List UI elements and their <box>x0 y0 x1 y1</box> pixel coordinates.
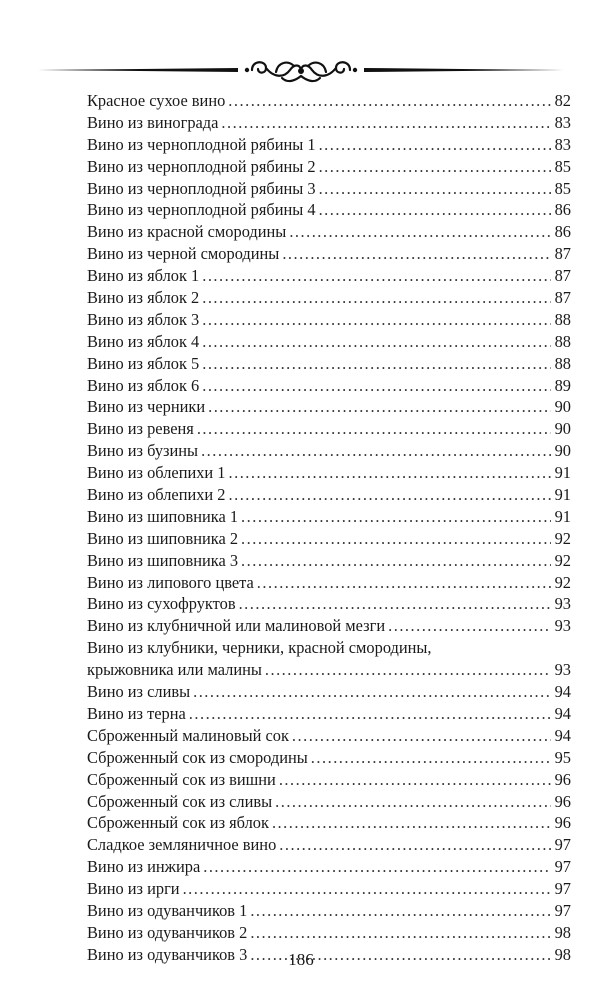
toc-entry-title: Вино из шиповника 1 <box>87 506 239 526</box>
dot-leader <box>241 506 551 528</box>
toc-entry-page: 92 <box>554 572 571 592</box>
toc-entry <box>87 418 571 440</box>
dot-leader <box>189 703 551 725</box>
toc-entry-page: 87 <box>554 266 571 286</box>
toc-entry-title: Вино из черноплодной рябины 4 <box>87 200 316 220</box>
toc-entry-page: 97 <box>554 900 571 920</box>
toc-entry <box>87 637 571 659</box>
toc-entry-page: 94 <box>554 703 571 723</box>
dot-leader <box>319 199 551 221</box>
toc-entry <box>87 747 571 769</box>
toc-entry-title: крыжовника или малины <box>87 660 262 680</box>
toc-entry-page: 87 <box>554 288 571 308</box>
toc-entry-title: Вино из сухофруктов <box>87 594 236 614</box>
dot-leader <box>202 375 551 397</box>
toc-entry <box>87 856 571 878</box>
dot-leader <box>289 221 551 243</box>
dot-leader <box>202 331 551 353</box>
toc-entry <box>87 593 571 615</box>
toc-entry <box>87 178 571 200</box>
table-of-contents <box>87 90 571 966</box>
toc-entry <box>87 769 571 791</box>
dot-leader <box>197 418 551 440</box>
dot-leader <box>311 747 551 769</box>
dot-leader <box>229 484 552 506</box>
toc-entry-title: Вино из клубники, черники, красной смородины, <box>87 638 432 658</box>
toc-entry-title: Вино из винограда <box>87 112 219 132</box>
toc-entry-title: Вино из облепихи 2 <box>87 485 226 505</box>
toc-entry <box>87 331 571 353</box>
toc-entry-title: Вино из черники <box>87 397 206 417</box>
toc-entry-title: Вино из бузины <box>87 441 199 461</box>
toc-entry-title: Вино из ревеня <box>87 419 194 439</box>
toc-entry <box>87 572 571 594</box>
toc-entry-page: 85 <box>554 178 571 198</box>
toc-entry-page: 97 <box>554 879 571 899</box>
toc-entry-title: Сброженный малиновый сок <box>87 725 289 745</box>
toc-entry-title: Вино из яблок 5 <box>87 353 200 373</box>
toc-entry-page: 91 <box>554 463 571 483</box>
toc-entry-title: Вино из черноплодной рябины 2 <box>87 156 316 176</box>
toc-entry-page: 90 <box>554 441 571 461</box>
dot-leader <box>388 615 551 637</box>
page-number: 186 <box>288 950 314 969</box>
dot-leader <box>319 156 551 178</box>
toc-entry-title: Сброженный сок из сливы <box>87 791 273 811</box>
toc-entry <box>87 900 571 922</box>
toc-entry <box>87 659 571 681</box>
toc-entry-page: 91 <box>554 485 571 505</box>
dot-leader <box>250 900 551 922</box>
toc-entry <box>87 440 571 462</box>
toc-entry <box>87 506 571 528</box>
toc-entry-title: Вино из черноплодной рябины 3 <box>87 178 316 198</box>
toc-entry-page: 87 <box>554 244 571 264</box>
toc-entry <box>87 265 571 287</box>
toc-entry-page: 88 <box>554 309 571 329</box>
dot-leader <box>319 178 551 200</box>
dot-leader <box>319 134 551 156</box>
toc-entry-page: 82 <box>554 91 571 110</box>
toc-entry-title: Вино из шиповника 3 <box>87 550 239 570</box>
dot-leader <box>183 878 551 900</box>
dot-leader <box>272 812 551 834</box>
toc-entry-page: 88 <box>554 331 571 351</box>
toc-entry <box>87 112 571 134</box>
toc-entry <box>87 221 571 243</box>
toc-entry <box>87 812 571 834</box>
dot-leader <box>221 112 551 134</box>
toc-entry-page: 96 <box>554 769 571 789</box>
toc-entry-title: Вино из инжира <box>87 857 201 877</box>
toc-entry-page: 94 <box>554 725 571 745</box>
dot-leader <box>203 856 551 878</box>
toc-entry-title: Вино из яблок 4 <box>87 331 200 351</box>
toc-entry-page: 90 <box>554 397 571 417</box>
toc-entry <box>87 462 571 484</box>
toc-entry-page: 88 <box>554 353 571 373</box>
toc-entry <box>87 375 571 397</box>
dot-leader <box>241 528 551 550</box>
toc-entry <box>87 878 571 900</box>
dot-leader <box>292 725 551 747</box>
toc-entry-page: 83 <box>554 112 571 132</box>
toc-entry <box>87 681 571 703</box>
toc-entry-page: 97 <box>554 857 571 877</box>
toc-entry-page: 98 <box>554 944 571 964</box>
toc-entry-page: 96 <box>554 813 571 833</box>
toc-entry-page: 93 <box>554 594 571 614</box>
toc-entry-page: 91 <box>554 506 571 526</box>
dot-leader <box>257 572 551 594</box>
dot-leader <box>201 440 551 462</box>
toc-entry <box>87 309 571 331</box>
dot-leader <box>193 681 551 703</box>
dot-leader <box>202 265 551 287</box>
toc-entry-page: 89 <box>554 375 571 395</box>
toc-entry-title: Вино из одуванчиков 3 <box>87 944 248 964</box>
toc-entry-title: Вино из яблок 2 <box>87 288 200 308</box>
toc-entry-page: 90 <box>554 419 571 439</box>
dot-leader <box>239 593 551 615</box>
toc-entry <box>87 922 571 944</box>
toc-entry <box>87 703 571 725</box>
dot-leader <box>229 462 552 484</box>
dot-leader <box>208 396 551 418</box>
dot-leader <box>265 659 551 681</box>
toc-entry-page: 86 <box>554 222 571 242</box>
header-ornament <box>38 50 564 92</box>
toc-entry-page: 93 <box>554 616 571 636</box>
toc-entry <box>87 134 571 156</box>
toc-entry-title: Сладкое земляничное вино <box>87 835 277 855</box>
toc-entry-title: Вино из одуванчиков 1 <box>87 900 248 920</box>
toc-entry-title: Вино из черноплодной рябины 1 <box>87 134 316 154</box>
dot-leader <box>275 791 551 813</box>
toc-entry-title: Вино из красной смородины <box>87 222 287 242</box>
toc-entry-title: Вино из яблок 3 <box>87 309 200 329</box>
dot-leader <box>279 834 551 856</box>
toc-entry-title: Вино из черной смородины <box>87 244 280 264</box>
toc-entry <box>87 199 571 221</box>
toc-entry <box>87 243 571 265</box>
dot-leader <box>241 550 551 572</box>
dot-leader <box>282 243 551 265</box>
toc-entry-title: Вино из ирги <box>87 879 180 899</box>
toc-entry-page: 92 <box>554 528 571 548</box>
toc-entry-title: Красное сухое вино <box>87 91 226 110</box>
toc-entry-title: Сброженный сок из яблок <box>87 813 269 833</box>
toc-entry-page: 92 <box>554 550 571 570</box>
toc-entry <box>87 550 571 572</box>
toc-entry-title: Вино из терна <box>87 703 186 723</box>
toc-entry <box>87 615 571 637</box>
dot-leader <box>202 287 551 309</box>
toc-entry <box>87 528 571 550</box>
dot-leader <box>202 309 551 331</box>
toc-entry <box>87 834 571 856</box>
toc-entry-title: Вино из облепихи 1 <box>87 463 226 483</box>
toc-entry-title: Вино из одуванчиков 2 <box>87 922 248 942</box>
toc-entry-title: Сброженный сок из смородины <box>87 747 308 767</box>
toc-entry <box>87 287 571 309</box>
toc-entry-page: 83 <box>554 134 571 154</box>
toc-entry-title: Вино из шиповника 2 <box>87 528 239 548</box>
toc-entry-title: Сброженный сок из вишни <box>87 769 276 789</box>
toc-entry <box>87 90 571 112</box>
toc-entry <box>87 725 571 747</box>
toc-entry-page: 93 <box>554 660 571 680</box>
toc-entry <box>87 791 571 813</box>
dot-leader <box>250 922 551 944</box>
toc-entry <box>87 353 571 375</box>
toc-entry-page: 98 <box>554 922 571 942</box>
toc-entry-page: 95 <box>554 747 571 767</box>
toc-entry-page: 96 <box>554 791 571 811</box>
toc-entry-title: Вино из сливы <box>87 682 191 702</box>
toc-entry <box>87 156 571 178</box>
toc-entry-title: Вино из клубничной или малиновой мезги <box>87 616 386 636</box>
toc-entry-page: 94 <box>554 682 571 702</box>
toc-entry-title: Вино из яблок 1 <box>87 266 200 286</box>
toc-entry-page: 86 <box>554 200 571 220</box>
dot-leader <box>228 90 551 112</box>
dot-leader <box>279 769 551 791</box>
toc-entry-page: 97 <box>554 835 571 855</box>
toc-entry-title: Вино из яблок 6 <box>87 375 200 395</box>
toc-entry-page: 85 <box>554 156 571 176</box>
toc-entry <box>87 396 571 418</box>
toc-entry <box>87 484 571 506</box>
dot-leader <box>202 353 551 375</box>
toc-entry-title: Вино из липового цвета <box>87 572 254 592</box>
